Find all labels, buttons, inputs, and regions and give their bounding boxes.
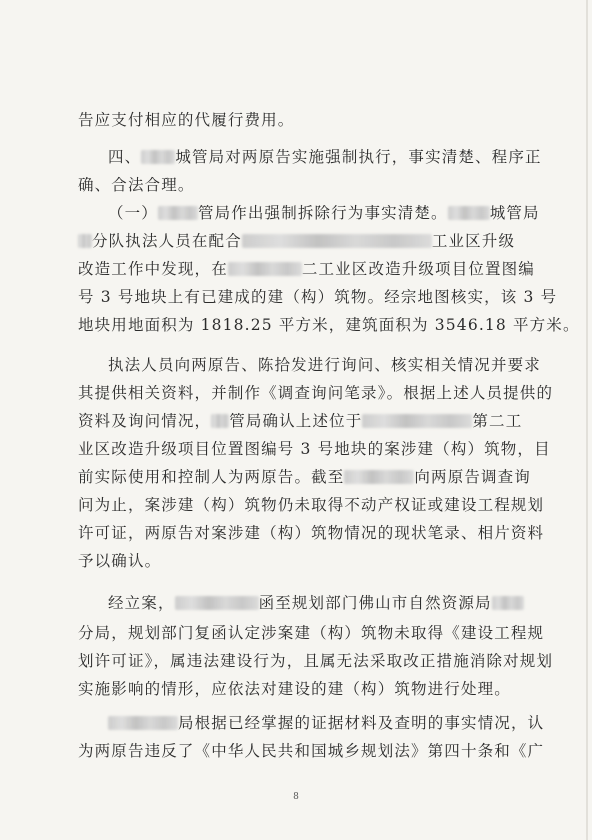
paragraph-line-7: 号 3 号地块上有已建成的建（构）筑物。经宗地图核实，该 3 号	[78, 288, 558, 306]
redacted-text	[175, 596, 259, 610]
paragraph-line-18: 分局，规划部门复函认定涉案建（构）筑物未取得《建设工程规	[78, 624, 545, 642]
paragraph-line-11: 资料及询问情况， 管局确认上述位于 第二工	[78, 412, 523, 430]
redacted-text	[344, 470, 414, 484]
paragraph-line-17: 经立案， 函至规划部门佛山市自然资源局	[108, 593, 524, 613]
redacted-text	[448, 206, 490, 220]
redacted-text	[211, 414, 229, 428]
paragraph-line-8: 地块用地面积为 1818.25 平方米，建筑面积为 3546.18 平方米。	[78, 316, 580, 334]
redacted-text	[242, 234, 432, 248]
redacted-text	[108, 716, 178, 730]
redacted-text	[492, 596, 524, 610]
paragraph-line-9: 执法人员向两原告、陈拾发进行询问、核实相关情况并要求	[108, 356, 541, 374]
paragraph-line-19: 划许可证》，属违法建设行为，且属无法采取改正措施消除对规划	[78, 652, 554, 670]
paragraph-line-4: （一） 管局作出强制拆除行为事实清楚。 城管局	[108, 204, 540, 222]
redacted-text	[78, 234, 92, 248]
paragraph-line-1: 告应支付相应的代履行费用。	[78, 111, 295, 129]
paragraph-line-3: 确、合法合理。	[78, 176, 195, 194]
paragraph-line-13: 前实际使用和控制人为两原告。截至 向两原告调查询	[78, 468, 531, 486]
page-number: 8	[293, 792, 299, 802]
redacted-text	[158, 206, 198, 220]
redacted-text	[228, 262, 302, 276]
paragraph-line-15: 许可证，两原告对案涉建（构）筑物情况的现状笔录、相片资料	[78, 524, 545, 542]
paragraph-line-22: 为两原告违反了《中华人民共和国城乡规划法》第四十条和《广	[78, 742, 545, 760]
paragraph-line-6: 改造工作中发现，在 二工业区改造升级项目位置图编	[78, 260, 535, 278]
paragraph-line-2: 四、 城管局对两原告实施强制执行，事实清楚、程序正	[108, 148, 542, 166]
page-edge-shadow	[586, 0, 588, 840]
paragraph-line-5: 分队执法人员在配合 工业区升级	[78, 231, 515, 251]
redacted-text	[362, 414, 472, 428]
paragraph-line-21: 局根据已经掌握的证据材料及查明的事实情况，认	[108, 713, 544, 733]
paragraph-line-14: 问为止，案涉建（构）筑物仍未取得不动产权证或建设工程规划	[78, 496, 545, 514]
paragraph-line-10: 其提供相关资料，并制作《调查询问笔录》。根据上述人员提供的	[78, 384, 554, 402]
paragraph-line-16: 予以确认。	[78, 552, 162, 570]
redacted-text	[141, 150, 175, 164]
paragraph-line-12: 业区改造升级项目位置图编号 3 号地块的案涉建（构）筑物，目	[78, 440, 551, 458]
paragraph-line-20: 实施影响的情形，应依法对建设的建（构）筑物进行处理。	[78, 680, 511, 698]
